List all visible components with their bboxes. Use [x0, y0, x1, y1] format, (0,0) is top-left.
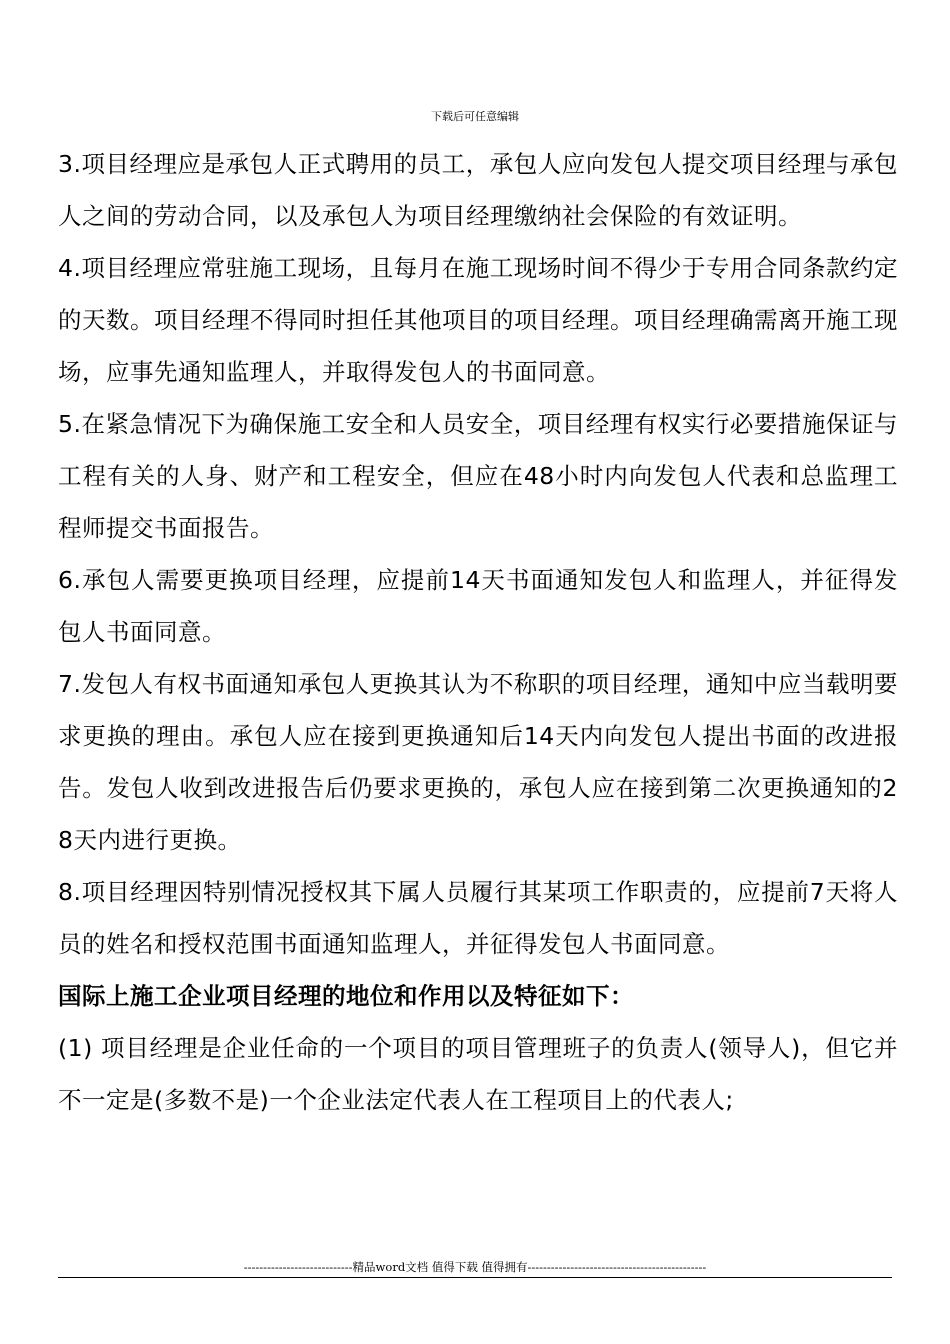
page-footer-text: ----------------------------精品word文档 值得下载 值得拥有---------------------------------------------- [243, 1260, 707, 1274]
paragraph-6: 6.承包人需要更换项目经理，应提前14天书面通知发包人和监理人，并征得发包人书面同意。 [58, 566, 898, 646]
page-header-note: 下载后可任意编辑 [431, 110, 519, 123]
paragraph-4: 4.项目经理应常驻施工现场，且每月在施工现场时间不得少于专用合同条款约定的天数。项目经理不得同时担任其他项目的项目经理。项目经理确需离开施工现场，应事先通知监理人，并取得发包人的书面同意。 [58, 254, 898, 386]
list-item-1: (1) 项目经理是企业任命的一个项目的项目管理班子的负责人(领导人)，但它并不一定是(多数不是)一个企业法定代表人在工程项目上的代表人; [58, 1034, 898, 1114]
paragraph-8: 8.项目经理因特别情况授权其下属人员履行其某项工作职责的，应提前7天将人员的姓名和授权范围书面通知监理人，并征得发包人书面同意。 [58, 878, 898, 958]
section-heading: 国际上施工企业项目经理的地位和作用以及特征如下： [58, 982, 634, 1010]
paragraph-5: 5.在紧急情况下为确保施工安全和人员安全，项目经理有权实行必要措施保证与工程有关的人身、财产和工程安全，但应在48小时内向发包人代表和总监理工程师提交书面报告。 [58, 410, 898, 542]
paragraph-7: 7.发包人有权书面通知承包人更换其认为不称职的项目经理，通知中应当载明要求更换的理由。承包人应在接到更换通知后14天内向发包人提出书面的改进报告。发包人收到改进报告后仍要求更换的，承包人应在接到第二次更换通知的28天内进行更换。 [58, 670, 898, 854]
footer-divider [58, 1277, 892, 1278]
document-body [58, 138, 898, 1126]
paragraph-3: 3.项目经理应是承包人正式聘用的员工，承包人应向发包人提交项目经理与承包人之间的劳动合同，以及承包人为项目经理缴纳社会保险的有效证明。 [58, 150, 898, 230]
